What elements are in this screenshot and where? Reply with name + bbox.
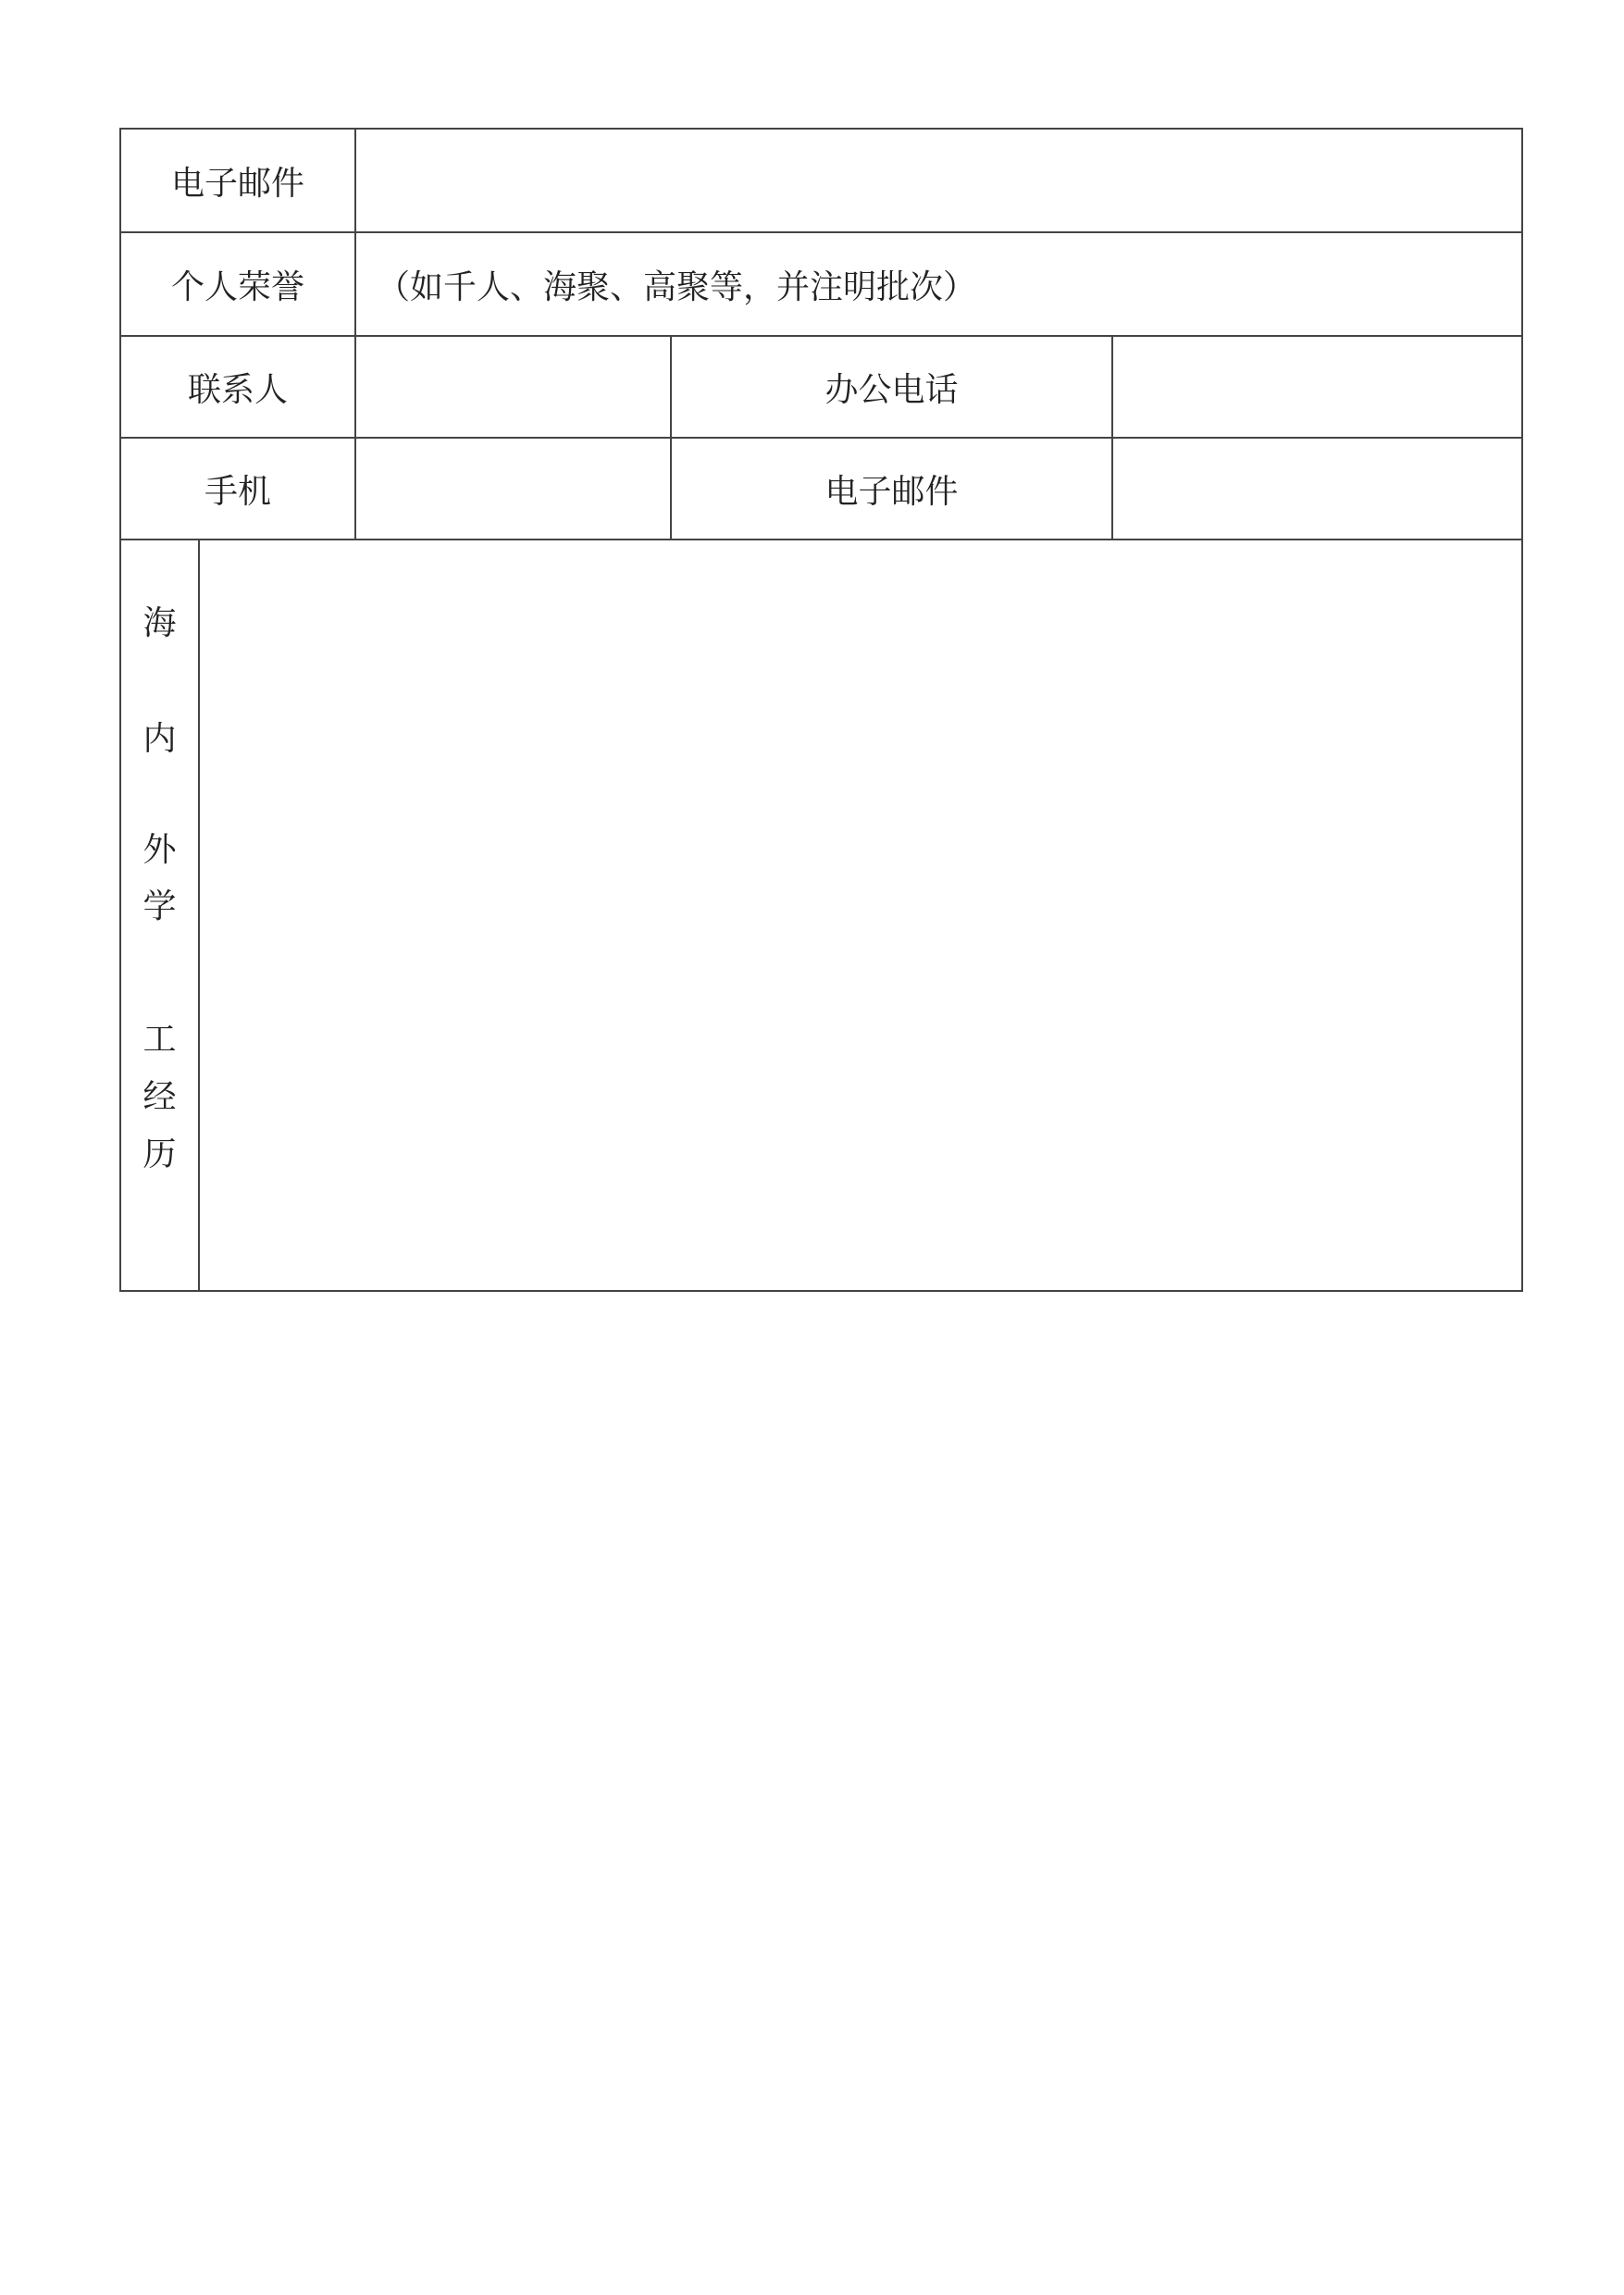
contact-email-label: 电子邮件: [824, 472, 959, 511]
mobile-field[interactable]: [356, 439, 670, 539]
experience-content-field[interactable]: [200, 540, 1521, 1290]
office-phone-label: 办公电话: [824, 370, 959, 409]
mobile-label: 手机: [204, 472, 271, 511]
experience-label-char: 学: [143, 887, 177, 925]
email-label: 电子邮件: [170, 164, 304, 203]
application-form-table: [119, 128, 1523, 1292]
contact-email-field[interactable]: [1113, 439, 1521, 539]
contact-person-label: 联系人: [187, 370, 288, 409]
experience-label-char: 内: [143, 720, 177, 758]
experience-vertical-label: [121, 540, 198, 1290]
personal-honors-field[interactable]: （如千人、海聚、高聚等，并注明批次）: [377, 267, 977, 306]
experience-label-char: 工: [143, 1021, 177, 1059]
experience-label-char: 经: [143, 1078, 177, 1116]
email-value-field[interactable]: [356, 130, 1521, 231]
personal-honors-label: 个人荣誉: [170, 267, 304, 306]
office-phone-field[interactable]: [1113, 337, 1521, 437]
experience-label-char: 海: [143, 604, 177, 642]
contact-person-field[interactable]: [356, 337, 670, 437]
experience-label-char: 外: [143, 831, 177, 869]
experience-label-char: 历: [143, 1135, 177, 1173]
